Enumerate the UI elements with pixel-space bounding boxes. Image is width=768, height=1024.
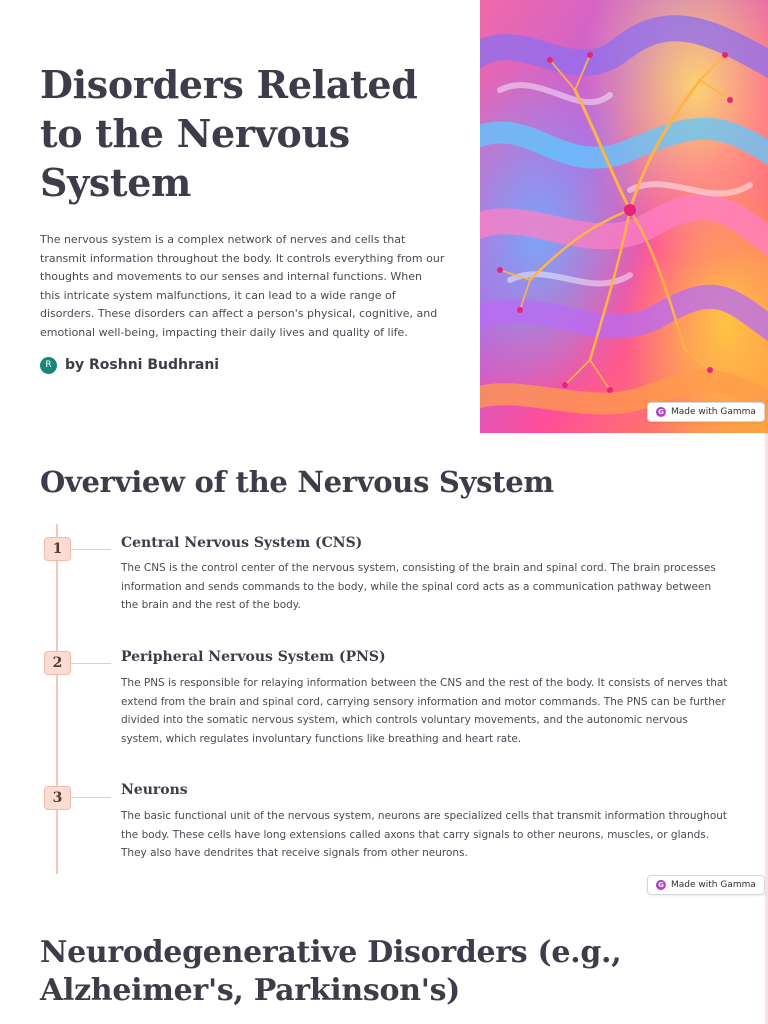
step-connector [71, 663, 111, 664]
made-with-gamma-badge[interactable] [647, 402, 765, 422]
step-number-badge: 2 [44, 651, 71, 675]
step-title: Central Nervous System (CNS) [121, 535, 363, 551]
overview-heading: Overview of the Nervous System [40, 465, 554, 499]
step-connector [71, 797, 111, 798]
hero-text-block [40, 60, 445, 374]
hero-image-neuron [480, 0, 768, 433]
gamma-logo-icon: G [656, 407, 666, 417]
author-name: by Roshni Budhrani [65, 357, 220, 374]
avatar: R [40, 357, 57, 374]
section-heading-neurodegenerative: Neurodegenerative Disorders (e.g., Alzheimer's, Parkinson's) [40, 935, 622, 1008]
step-number-badge: 3 [44, 786, 71, 810]
step-connector [71, 549, 111, 550]
step-description: The basic functional unit of the nervous system, neurons are specialized cells that transmit information throughout the body. These cells have long extensions called axons that carry signals to other neurons, muscles, or glands. They also have dendrites that receive signals from other neurons. [121, 810, 728, 860]
step-description: The PNS is responsible for relaying information between the CNS and the rest of the body. It consists of nerves that extend from the brain and spinal cord, carrying sensory information and motor commands. The PNS can be further divided into the somatic nervous system, which controls voluntary movements, and the autonomic nervous system, which regulates involuntary functions like breathing and heart rate. [121, 677, 728, 745]
page-title: Disorders Related to the Nervous System [40, 62, 418, 205]
badge-label: Made with Gamma [671, 880, 756, 890]
hero-section [0, 0, 768, 433]
author-byline [40, 357, 445, 374]
step-description: The CNS is the control center of the nervous system, consisting of the brain and spinal cord. The brain processes information and sends commands to the body, while the spinal cord acts as a communication pathway between the brain and the rest of the body. [121, 562, 716, 612]
timeline-line [56, 524, 58, 874]
made-with-gamma-badge[interactable] [647, 875, 765, 895]
badge-label: Made with Gamma [671, 407, 756, 417]
step-number-badge: 1 [44, 537, 71, 561]
gamma-logo-icon: G [656, 880, 666, 890]
step-title: Peripheral Nervous System (PNS) [121, 649, 386, 665]
intro-paragraph: The nervous system is a complex network of nerves and cells that transmit information throughout the body. It controls everything from our thoughts and movements to our senses and internal functions. When this intricate system malfunctions, it can lead to a wide range of disorders. These disorders can affect a person's physical, cognitive, and emotional well-being, impacting their daily lives and quality of life. [40, 233, 445, 339]
step-title: Neurons [121, 782, 188, 798]
